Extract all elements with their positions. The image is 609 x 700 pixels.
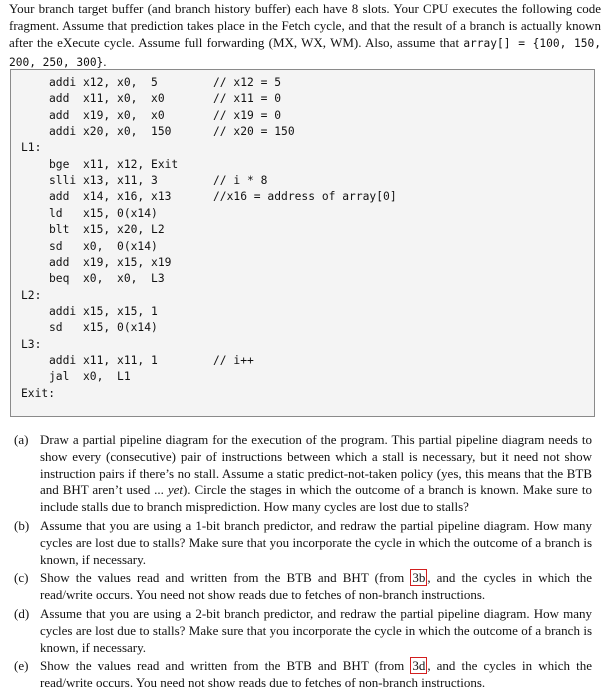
question-label: (d) <box>14 605 30 621</box>
intro-end: . <box>103 53 107 69</box>
code-comment: // x20 = 150 <box>213 125 295 139</box>
question-text: Draw a partial pipeline diagram for the execution of the program. This partial pipeline diagram needs to show every (consecutive) pair of instructions between which a stall is necessary, but it need not show instruction pairs if there’s no stall. Assume a static predict-not-taken policy (yes, this means that the BTB and BHT aren’t used ... <box>40 432 592 498</box>
code-comment: //x16 = address of array[0] <box>213 190 397 204</box>
code-comment: // i * 8 <box>213 174 268 188</box>
code-instruction: add x19, x0, x0 <box>49 108 165 122</box>
code-comment: // i++ <box>213 353 254 367</box>
question-list <box>14 432 592 694</box>
code-comment: // x11 = 0 <box>213 92 282 106</box>
question-e <box>14 658 592 692</box>
question-text: Show the values read and written from the BTB and BHT (from <box>40 658 411 674</box>
reference-link-3d[interactable]: 3d <box>412 658 426 674</box>
code-instruction: jal x0, L1 <box>49 370 131 384</box>
code-instruction: addi x20, x0, 150 <box>49 125 172 139</box>
question-text: Assume that you are using a 2-bit branch predictor, and redraw the partial pipeline diagram. How many cycles are lost due to stalls? Make sure that you incorporate the cycle in which the outcome of a branch is known, if necessary. <box>40 605 592 655</box>
question-text: Assume that you are using a 1-bit branch predictor, and redraw the partial pipeline diagram. How many cycles are lost due to stalls? Make sure that you incorporate the cycle in which the outcome of a branch is known, if necessary. <box>40 517 592 567</box>
code-instruction: addi x11, x11, 1 <box>49 353 158 367</box>
code-instruction: bge x11, x12, Exit <box>49 157 179 171</box>
question-label: (a) <box>14 432 29 447</box>
code-listing <box>10 69 595 417</box>
question-label: (b) <box>14 517 30 533</box>
code-instruction: addi x15, x15, 1 <box>49 304 158 318</box>
question-label: (e) <box>14 658 29 674</box>
code-instruction: sd x0, 0(x14) <box>49 239 158 253</box>
code-label: L1: <box>21 141 42 155</box>
code-instruction: slli x13, x11, 3 <box>49 174 158 188</box>
code-instruction: blt x15, x20, L2 <box>49 223 165 237</box>
code-instruction: ld x15, 0(x14) <box>49 206 158 220</box>
question-emphasis: yet <box>167 482 183 498</box>
intro-text: Your branch target buffer (and branch history buffer) each have 8 slots. Your CPU executes the following code fragment. Assume that prediction takes place in the Fetch cycle, and that the result of a branch is actually known after the eXecute cycle. Assume full forwarding (MX, WX, WM). Also, assume that <box>9 1 601 51</box>
code-instruction: addi x12, x0, 5 <box>49 76 158 89</box>
question-c <box>14 570 592 604</box>
code-label: L3: <box>21 337 42 351</box>
code-label: L2: <box>21 288 42 302</box>
code-instruction: add x19, x15, x19 <box>49 255 172 269</box>
question-a <box>14 432 592 516</box>
question-text: Show the values read and written from the BTB and BHT (from <box>40 570 411 586</box>
problem-intro <box>9 0 601 71</box>
question-b <box>14 518 592 568</box>
question-text-cont: ). Circle the stages in which the outcome of a branch is known. Make sure to include stalls due to branch misprediction. How many cycles are lost due to stalls? <box>40 482 592 515</box>
reference-link-3b[interactable]: 3b <box>412 570 426 586</box>
code-instruction: beq x0, x0, L3 <box>49 272 165 286</box>
question-text-cont: , and the cycles in which the read/write occurs. You need not show reads due to fetches of non-branch instructions. <box>40 570 592 603</box>
code-instruction: sd x15, 0(x14) <box>49 321 158 335</box>
code-comment: // x12 = 5 <box>213 76 282 89</box>
question-text-cont: , and the cycles in which the read/write occurs. You need not show reads due to fetches of non-branch instructions. <box>40 658 592 691</box>
code-instruction: add x14, x16, x13 <box>49 190 172 204</box>
code-comment: // x19 = 0 <box>213 108 282 122</box>
code-instruction: add x11, x0, x0 <box>49 92 165 106</box>
question-label: (c) <box>14 570 29 586</box>
code-label: Exit: <box>21 386 56 400</box>
array-declaration: array[] = {100, 150, 200, 250, 300} <box>9 37 601 69</box>
question-d <box>14 606 592 656</box>
